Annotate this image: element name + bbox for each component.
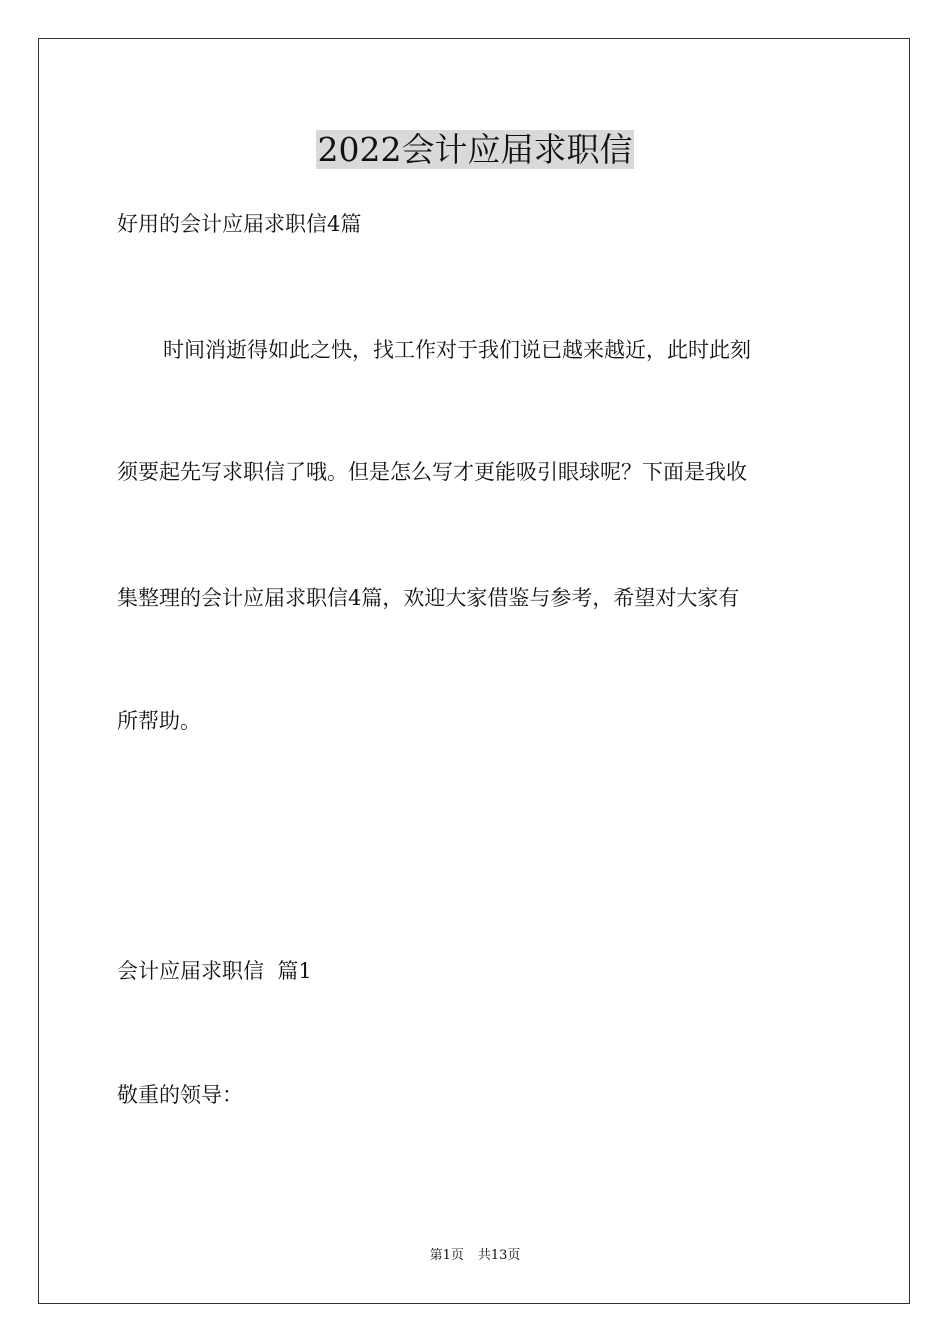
intro-line-4: 所帮助。: [117, 709, 201, 733]
document-subtitle: 好用的会计应届求职信4篇: [117, 212, 362, 236]
intro-line-1: 时间消逝得如此之快，找工作对于我们说已越来越近，此时此刻: [163, 338, 751, 362]
section-heading: 会计应届求职信 篇1: [117, 959, 312, 983]
page-total: 共13页: [477, 1248, 521, 1263]
intro-line-2: 须要起先写求职信了哦。但是怎么写才更能吸引眼球呢？下面是我收: [117, 460, 747, 484]
document-title-text: 2022会计应届求职信: [317, 130, 633, 169]
intro-line-3: 集整理的会计应届求职信4篇，欢迎大家借鉴与参考，希望对大家有: [117, 586, 740, 610]
document-title: [0, 128, 950, 172]
page-footer: [0, 1247, 950, 1265]
salutation: 敬重的领导：: [117, 1083, 243, 1107]
page-number: 第1页: [429, 1248, 464, 1263]
